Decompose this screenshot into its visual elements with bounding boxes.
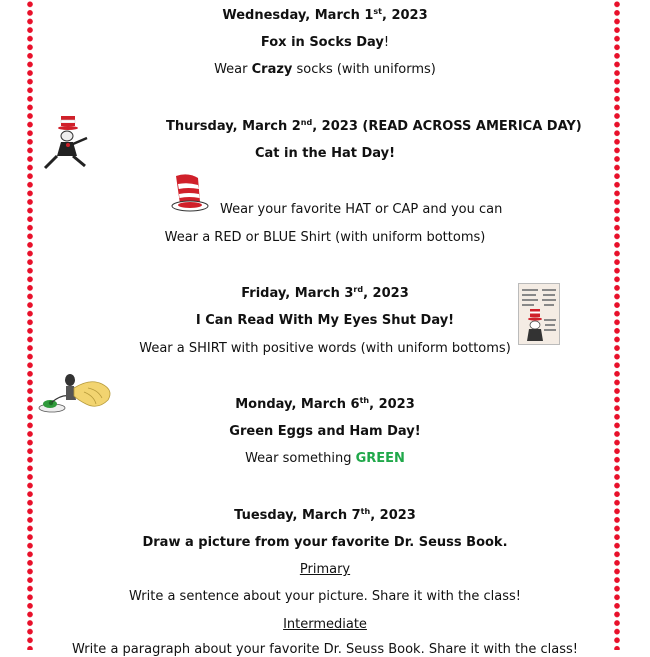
day1-heading: Wednesday, March 1st, 2023	[222, 7, 428, 23]
left-dot-border	[26, 0, 34, 650]
intermediate-text: Write a paragraph about your favorite Dr. Seuss Book. Share it with the class!	[71, 642, 578, 657]
day3-heading: Friday, March 3rd, 2023	[241, 285, 409, 301]
primary-text: Write a sentence about your picture. Share it with the class!	[129, 589, 521, 604]
day4-wear: Wear something GREEN	[245, 451, 405, 466]
day3-theme: I Can Read With My Eyes Shut Day!	[195, 313, 455, 328]
striped-hat-icon	[168, 172, 210, 214]
day2-wear-line1: Wear your favorite HAT or CAP and you can	[220, 202, 503, 217]
right-dot-border	[613, 0, 621, 650]
day3-wear: Wear a SHIRT with positive words (with uniform bottoms)	[139, 341, 511, 356]
day1-theme: Fox in Socks Day!	[260, 35, 390, 50]
green-highlight: GREEN	[355, 451, 405, 466]
day2-theme: Cat in the Hat Day!	[254, 146, 396, 161]
day4-theme: Green Eggs and Ham Day!	[229, 424, 421, 439]
day4-heading: Monday, March 6th, 2023	[235, 396, 415, 412]
day1-wear: Wear Crazy socks (with uniforms)	[214, 62, 436, 77]
quote-card-icon	[518, 283, 560, 345]
primary-label: Primary	[299, 562, 351, 577]
cat-in-the-hat-icon	[37, 112, 93, 172]
day5-heading: Tuesday, March 7th, 2023	[234, 507, 416, 523]
day2-wear-line2: Wear a RED or BLUE Shirt (with uniform bottoms)	[164, 230, 486, 245]
intermediate-label: Intermediate	[283, 617, 367, 632]
day5-theme: Draw a picture from your favorite Dr. Seuss Book.	[142, 535, 508, 550]
